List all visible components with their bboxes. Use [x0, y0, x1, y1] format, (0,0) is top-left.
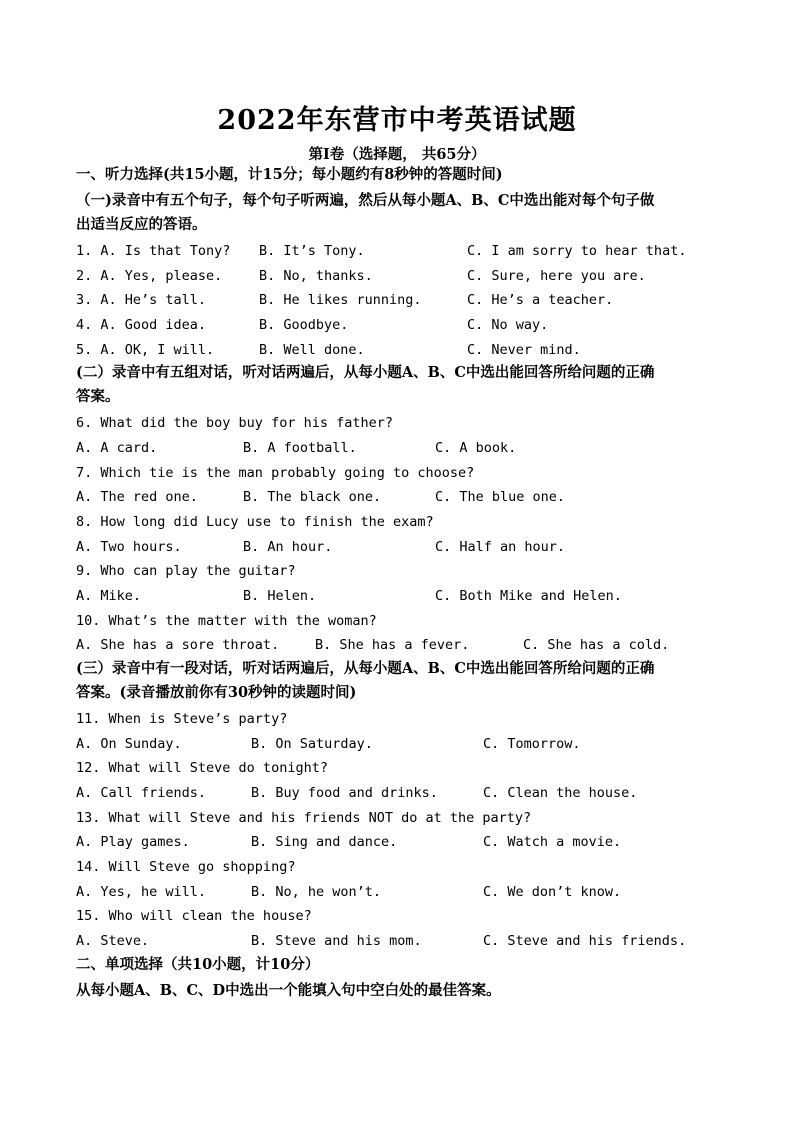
option-a: 1. A. Is that Tony? [76, 243, 231, 259]
question-9: 9. Who can play the guitar? [76, 563, 296, 579]
section3-instruction: (三）录音中有一段对话，听对话两遍后，从每小题A、B、C中选出能回答所给问题的正确 [76, 660, 655, 677]
option-b: B. An hour. [243, 539, 333, 555]
option-a: A. Yes, he will. [76, 884, 207, 900]
section2-instruction: (二）录音中有五组对话，听对话两遍后，从每小题A、B、C中选出能回答所给问题的正确 [76, 364, 655, 381]
option-a: A. A card. [76, 440, 158, 456]
section-heading-listening: 一、听力选择(共15小题，计15分；每小题约有8秒钟的答题时间) [76, 166, 503, 183]
question-14: 14. Will Steve go shopping? [76, 859, 296, 875]
option-a: A. She has a sore throat. [76, 637, 280, 653]
option-c: C. A book. [435, 440, 517, 456]
option-c: C. Tomorrow. [483, 736, 581, 752]
option-b: B. Steve and his mom. [251, 933, 422, 949]
option-a: A. Call friends. [76, 785, 207, 801]
section1-instruction-cont: 出适当反应的答语。 [76, 216, 207, 233]
question-7: 7. Which tie is the man probably going to choose? [76, 465, 475, 481]
option-a: A. The red one. [76, 489, 198, 505]
option-b: B. No, thanks. [259, 268, 373, 284]
option-b: B. It’s Tony. [259, 243, 365, 259]
section1-instruction: （一)录音中有五个句子，每个句子听两遍，然后从每小题A、B、C中选出能对每个句子做 [76, 192, 655, 209]
option-b: B. Well done. [259, 342, 365, 358]
option-b: B. On Saturday. [251, 736, 373, 752]
option-c: C. We don’t know. [483, 884, 622, 900]
single-choice-instruction: 从每小题A、B、C、D中选出一个能填入句中空白处的最佳答案。 [76, 982, 501, 999]
option-a: 3. A. He’s tall. [76, 292, 207, 308]
question-15: 15. Who will clean the house? [76, 908, 312, 924]
option-c: C. The blue one. [435, 489, 566, 505]
option-c: C. Clean the house. [483, 785, 638, 801]
option-c: C. Never mind. [467, 342, 581, 358]
question-10: 10. What’s the matter with the woman? [76, 613, 377, 629]
option-a: 4. A. Good idea. [76, 317, 207, 333]
option-a: A. Mike. [76, 588, 142, 604]
option-b: B. No, he won’t. [251, 884, 382, 900]
option-b: B. Helen. [243, 588, 317, 604]
option-b: B. A football. [243, 440, 357, 456]
option-c: C. Watch a movie. [483, 834, 622, 850]
question-12: 12. What will Steve do tonight? [76, 760, 328, 776]
option-c: C. Half an hour. [435, 539, 566, 555]
option-c: C. He’s a teacher. [467, 292, 614, 308]
option-c: C. I am sorry to hear that. [467, 243, 687, 259]
option-a: A. Two hours. [76, 539, 182, 555]
option-c: C. Both Mike and Helen. [435, 588, 622, 604]
option-a: 2. A. Yes, please. [76, 268, 223, 284]
option-a: 5. A. OK, I will. [76, 342, 215, 358]
option-c: C. No way. [467, 317, 549, 333]
question-13: 13. What will Steve and his friends NOT do at the party? [76, 810, 532, 826]
question-11: 11. When is Steve’s party? [76, 711, 288, 727]
question-6: 6. What did the boy buy for his father? [76, 415, 393, 431]
option-b: B. The black one. [243, 489, 382, 505]
option-b: B. He likes running. [259, 292, 422, 308]
section2-instruction-cont: 答案。 [76, 388, 120, 405]
volume-subtitle: 第Ⅰ卷（选择题， 共65分） [308, 146, 486, 163]
option-a: A. On Sunday. [76, 736, 182, 752]
option-a: A. Play games. [76, 834, 190, 850]
option-c: C. Sure, here you are. [467, 268, 646, 284]
option-c: C. She has a cold. [523, 637, 670, 653]
option-b: B. She has a fever. [315, 637, 470, 653]
page-title: 2022年东营市中考英语试题 [217, 105, 577, 136]
option-b: B. Buy food and drinks. [251, 785, 438, 801]
section-heading-single-choice: 二、单项选择（共10小题，计10分） [76, 956, 320, 973]
option-b: B. Sing and dance. [251, 834, 398, 850]
option-c: C. Steve and his friends. [483, 933, 687, 949]
option-a: A. Steve. [76, 933, 150, 949]
option-b: B. Goodbye. [259, 317, 349, 333]
section3-instruction-cont: 答案。(录音播放前你有30秒钟的读题时间) [76, 684, 357, 701]
question-8: 8. How long did Lucy use to finish the exam? [76, 514, 434, 530]
